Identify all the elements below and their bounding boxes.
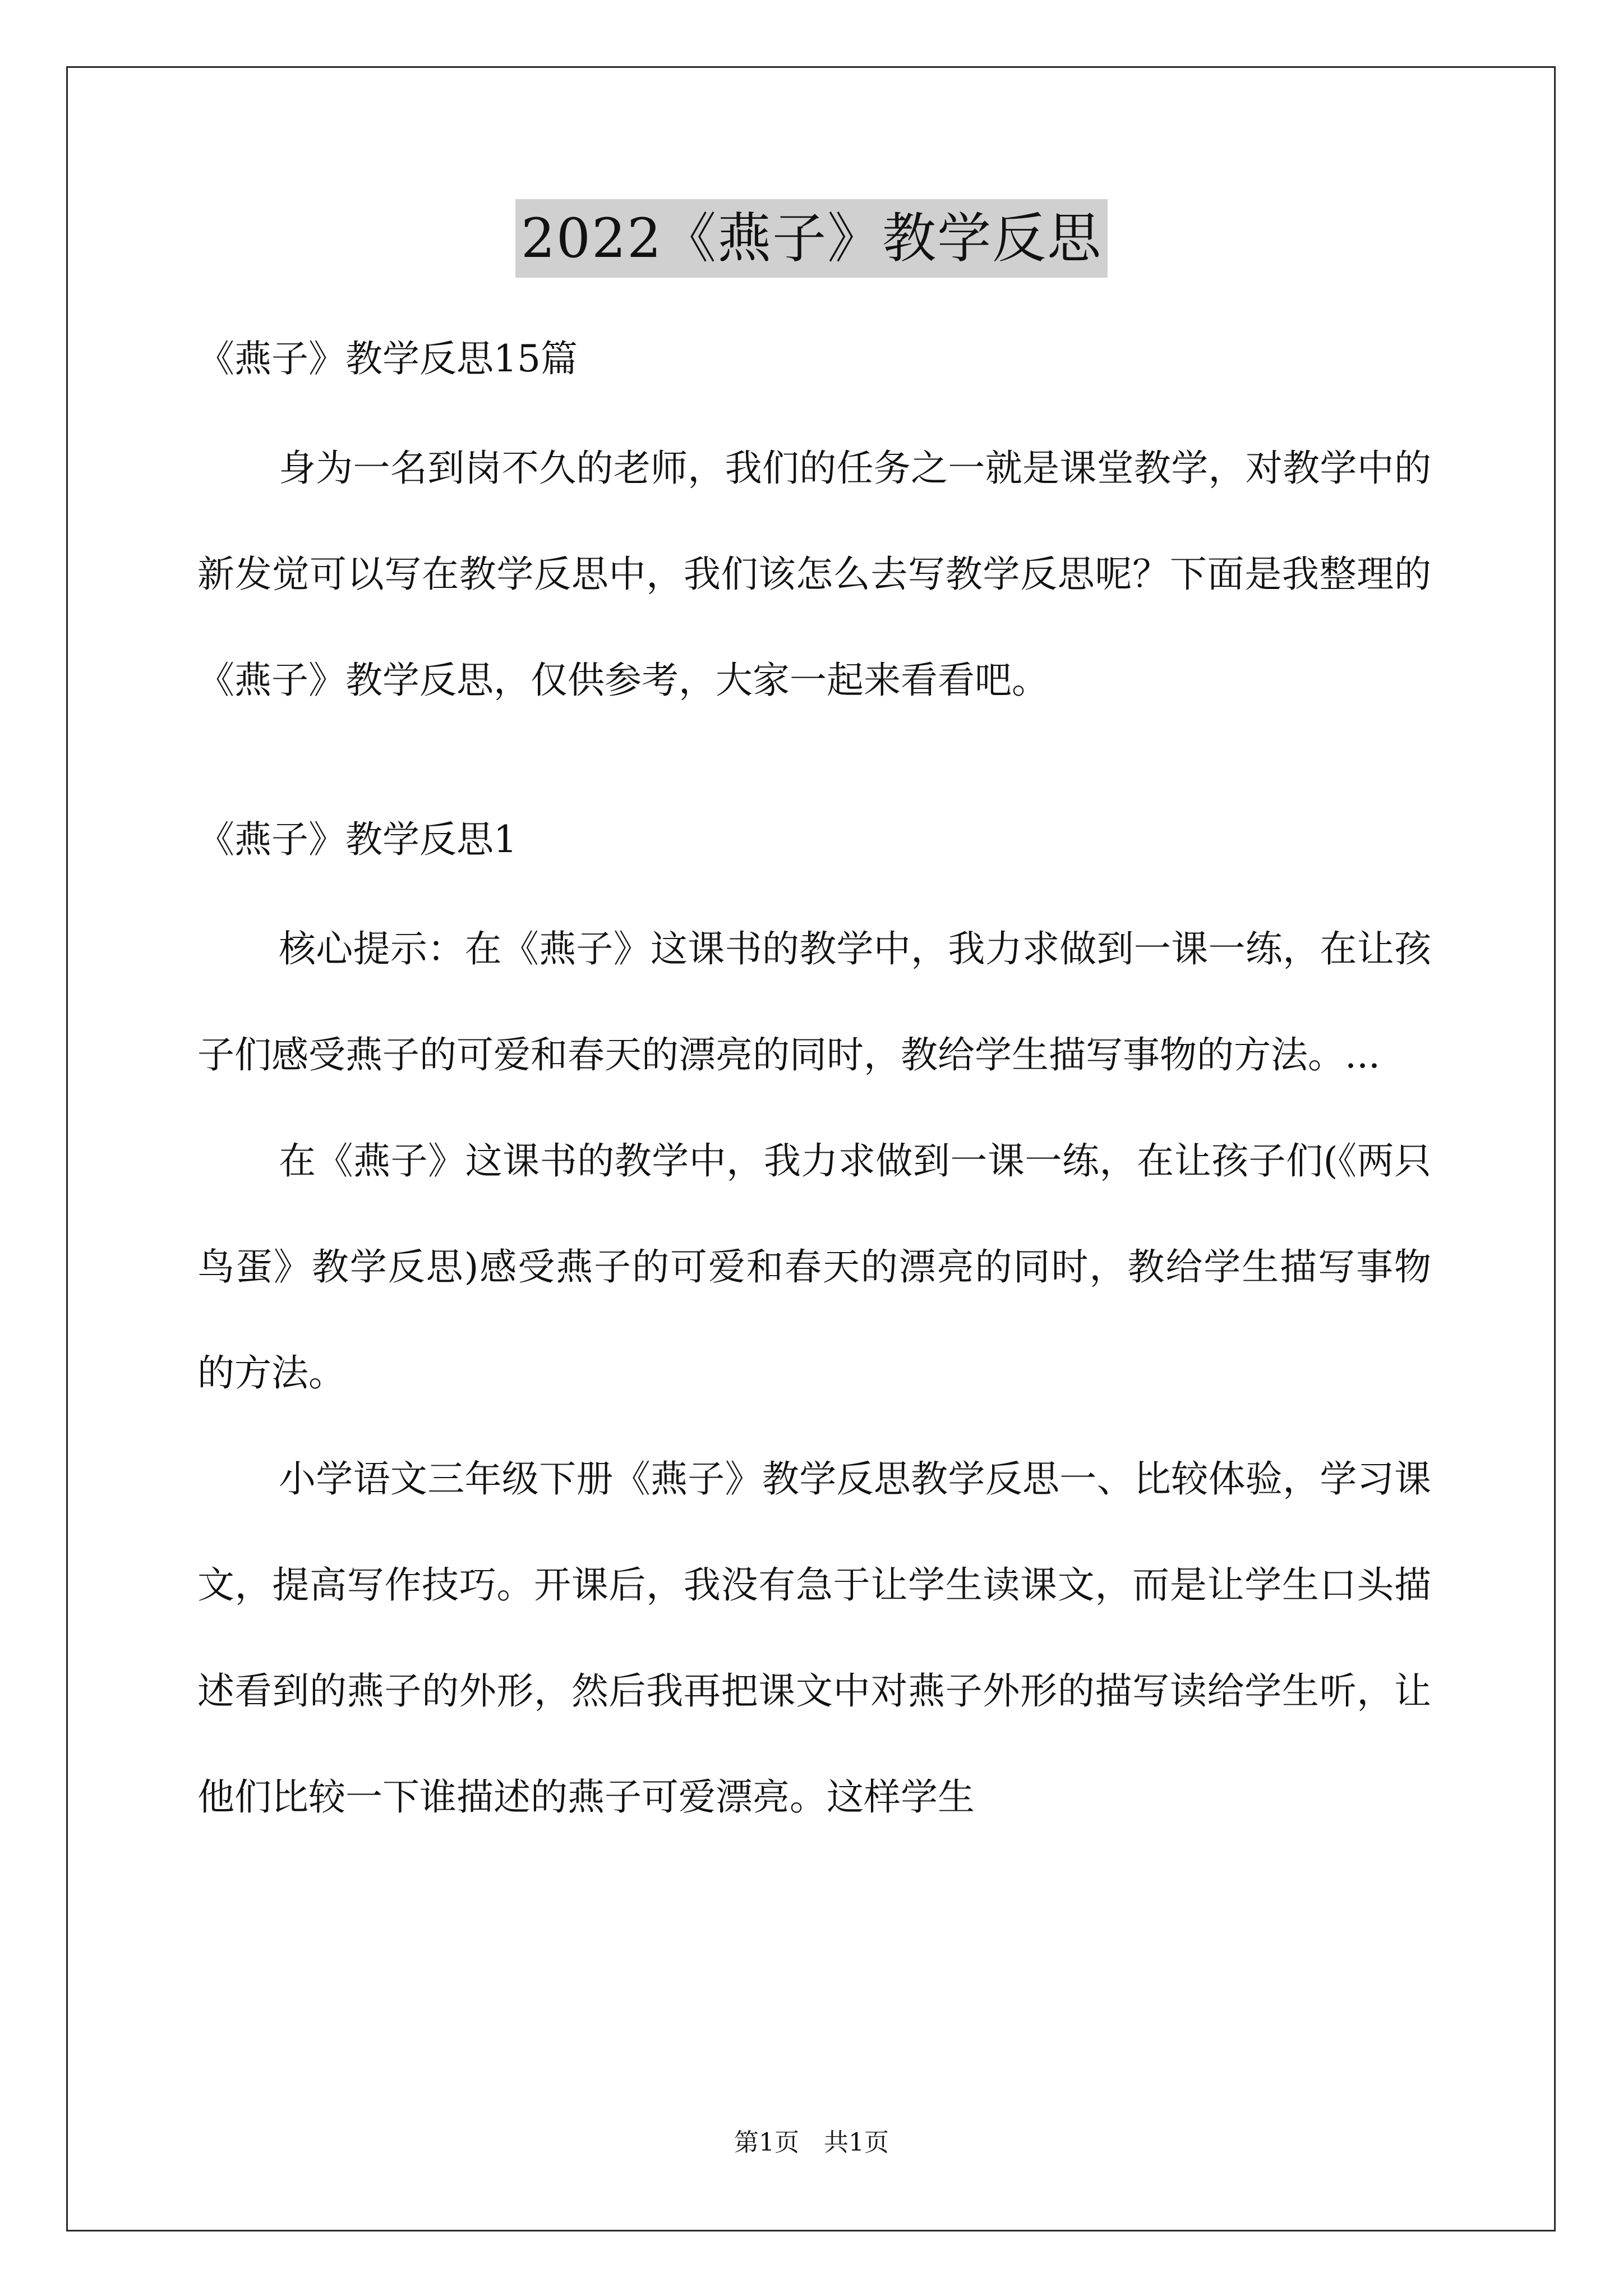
document-title: 2022《燕子》教学反思 (515, 199, 1108, 278)
document-body (197, 297, 1431, 1850)
section-heading: 《燕子》教学反思1 (197, 818, 517, 861)
page-footer: 第1页 共1页 (734, 2128, 889, 2157)
title-container (0, 199, 1623, 278)
spacer (197, 733, 1431, 812)
paragraph-1: 核心提示：在《燕子》这课书的教学中，我力求做到一课一练，在让孩子们感受燕子的可爱和春天的漂亮的同时，教给学生描写事物的方法。... (197, 927, 1431, 1076)
document-heading: 《燕子》教学反思15篇 (197, 337, 578, 380)
paragraph-3: 小学语文三年级下册《燕子》教学反思教学反思一、比较体验，学习课文，提高写作技巧。开课后，我没有急于让学生读课文，而是让学生口头描述看到的燕子的外形，然后我再把课文中对燕子外形的描写读给学生听，让他们比较一下谁描述的燕子可爱漂亮。这样学生 (197, 1457, 1431, 1819)
paragraph-2: 在《燕子》这课书的教学中，我力求做到一课一练，在让孩子们(《两只鸟蛋》教学反思)感受燕子的可爱和春天的漂亮的同时，教给学生描写事物的方法。 (197, 1139, 1431, 1395)
intro-paragraph: 身为一名到岗不久的老师，我们的任务之一就是课堂教学，对教学中的新发觉可以写在教学反思中，我们该怎么去写教学反思呢？下面是我整理的《燕子》教学反思，仅供参考，大家一起来看看吧。 (197, 447, 1431, 702)
